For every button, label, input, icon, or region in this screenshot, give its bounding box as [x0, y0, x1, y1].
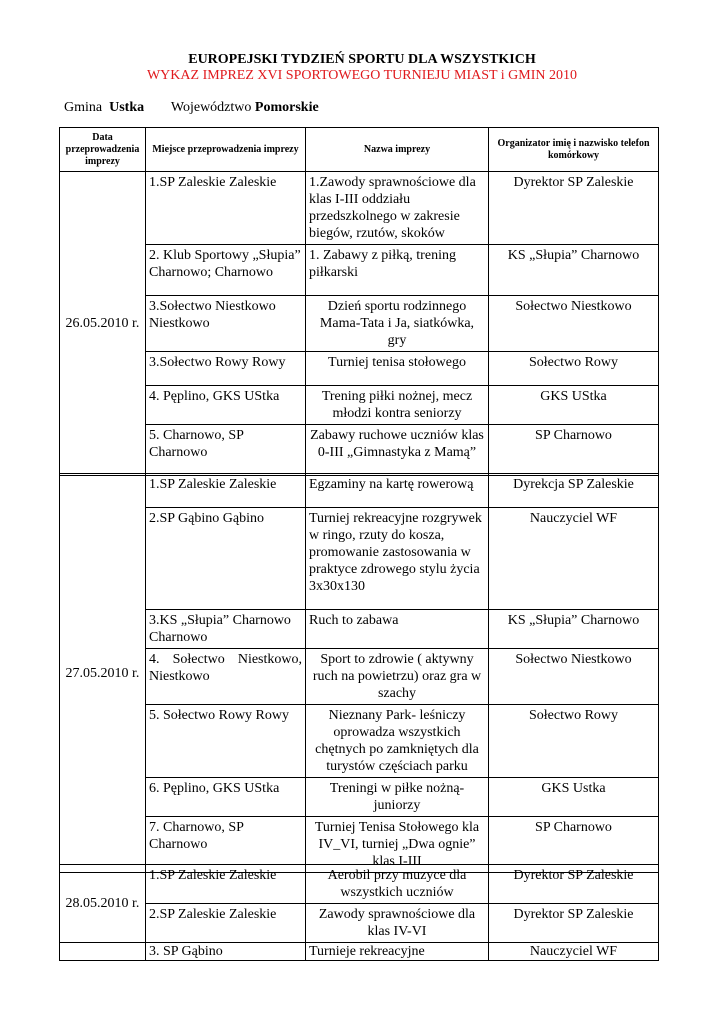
table-row [60, 172, 659, 245]
document-title: EUROPEJSKI TYDZIEŃ SPORTU DLA WSZYSTKICH [188, 52, 536, 67]
table-row [60, 386, 659, 425]
organizer-cell: Sołectwo Niestkowo [489, 649, 659, 705]
event-name-cell: Egzaminy na kartę rowerową [306, 474, 489, 508]
woj-label: Województwo [170, 100, 252, 115]
event-name-cell: Sport to zdrowie ( aktywny ruch na powietrzu) oraz gra w szachy [306, 649, 489, 705]
event-name-cell: 1. Zabawy z piłką, trening piłkarski [306, 245, 489, 296]
table-row [60, 943, 659, 961]
document-subtitle: WYKAZ IMPREZ XVI SPORTOWEGO TURNIEJU MIAST i GMIN 2010 [146, 68, 578, 83]
table-row [60, 865, 659, 904]
organizer-cell: Dyrekcja SP Zaleskie [489, 474, 659, 508]
place-cell: 7. Charnowo, SP Charnowo [146, 817, 306, 873]
place-cell: 3. SP Gąbino [146, 943, 306, 961]
place-cell: 2.SP Gąbino Gąbino [146, 508, 306, 610]
organizer-cell: Nauczyciel WF [489, 943, 659, 961]
organizer-cell: SP Charnowo [489, 425, 659, 476]
date-cell: 26.05.2010 r. [60, 172, 146, 476]
table-row [60, 705, 659, 778]
table-row [60, 904, 659, 943]
header-date: Data przeprowadzenia imprezy [60, 128, 146, 172]
place-cell: 4. Pęplino, GKS UStka [146, 386, 306, 425]
organizer-cell: GKS Ustka [489, 778, 659, 817]
table-row [60, 296, 659, 352]
place-cell: 2. Klub Sportowy „Słupia” Charnowo; Charnowo [146, 245, 306, 296]
table-row [60, 474, 659, 508]
place-cell: 3.KS „Słupia” Charnowo Charnowo [146, 610, 306, 649]
place-cell: 6. Pęplino, GKS UStka [146, 778, 306, 817]
event-name-cell: Turniej Tenisa Stołowego kla IV_VI, turniej „Dwa ognie” klas I-III [306, 817, 489, 873]
event-name-cell: Turniej rekreacyjne rozgrywek w ringo, rzuty do kosza, promowanie zastosowania w praktyce zdrowego stylu życia 3x30x130 [306, 508, 489, 610]
event-name-cell: Zawody sprawnościowe dla klas IV-VI [306, 904, 489, 943]
woj-value: Pomorskie [254, 100, 319, 115]
date-cell-empty [60, 943, 146, 961]
organizer-cell: Sołectwo Rowy [489, 352, 659, 386]
gmina-value: Ustka [109, 100, 145, 115]
event-name-cell: Treningi w piłke nożną-juniorzy [306, 778, 489, 817]
table-row [60, 649, 659, 705]
place-cell: 1.SP Zaleskie Zaleskie [146, 172, 306, 245]
organizer-cell: KS „Słupia” Charnowo [489, 245, 659, 296]
events-table-day3 [59, 864, 659, 961]
place-cell: 2.SP Zaleskie Zaleskie [146, 904, 306, 943]
place-cell: 3.Sołectwo Niestkowo Niestkowo [146, 296, 306, 352]
organizer-cell: Sołectwo Rowy [489, 705, 659, 778]
events-table-day2 [59, 473, 659, 873]
organizer-cell: Dyrektor SP Zaleskie [489, 865, 659, 904]
organizer-cell: SP Charnowo [489, 817, 659, 873]
organizer-cell: GKS UStka [489, 386, 659, 425]
date-cell: 27.05.2010 r. [60, 474, 146, 873]
organizer-cell: Dyrektor SP Zaleskie [489, 172, 659, 245]
event-name-cell: 1.Zawody sprawnościowe dla klas I-III oddziału przedszkolnego w zakresie biegów, rzutów, skoków [306, 172, 489, 245]
place-cell: 1.SP Zaleskie Zaleskie [146, 865, 306, 904]
organizer-cell: Sołectwo Niestkowo [489, 296, 659, 352]
organizer-cell: Dyrektor SP Zaleskie [489, 904, 659, 943]
place-cell: 4. Sołectwo Niestkowo, Niestkowo [146, 649, 306, 705]
event-name-cell: Turnieje rekreacyjne [306, 943, 489, 961]
place-cell: 1.SP Zaleskie Zaleskie [146, 474, 306, 508]
event-name-cell: Trening piłki nożnej, mecz młodzi kontra seniorzy [306, 386, 489, 425]
organizer-cell: KS „Słupia” Charnowo [489, 610, 659, 649]
place-cell: 5. Charnowo, SP Charnowo [146, 425, 306, 476]
table-row [60, 778, 659, 817]
header-place: Miejsce przeprowadzenia imprezy [146, 128, 306, 172]
table-header-row [60, 128, 659, 172]
events-table-day1 [59, 127, 659, 476]
gmina-label: Gmina [64, 100, 103, 115]
table-row [60, 610, 659, 649]
event-name-cell: Dzień sportu rodzinnego Mama-Tata i Ja, siatkówka, gry [306, 296, 489, 352]
location-info [64, 100, 319, 116]
event-name-cell: Turniej tenisa stołowego [306, 352, 489, 386]
place-cell: 5. Sołectwo Rowy Rowy [146, 705, 306, 778]
date-cell: 28.05.2010 r. [60, 865, 146, 943]
table-row [60, 245, 659, 296]
table-row [60, 352, 659, 386]
organizer-cell: Nauczyciel WF [489, 508, 659, 610]
event-name-cell: Aerobil przy muzyce dla wszystkich uczniów [306, 865, 489, 904]
table-row [60, 425, 659, 476]
header-organizer: Organizator imię i nazwisko telefon komórkowy [489, 128, 659, 172]
event-name-cell: Ruch to zabawa [306, 610, 489, 649]
header-name: Nazwa imprezy [306, 128, 489, 172]
event-name-cell: Zabawy ruchowe uczniów klas 0-III „Gimnastyka z Mamą” [306, 425, 489, 476]
place-cell: 3.Sołectwo Rowy Rowy [146, 352, 306, 386]
table-row [60, 508, 659, 610]
event-name-cell: Nieznany Park- leśniczy oprowadza wszystkich chętnych po zamkniętych dla turystów częściach parku [306, 705, 489, 778]
